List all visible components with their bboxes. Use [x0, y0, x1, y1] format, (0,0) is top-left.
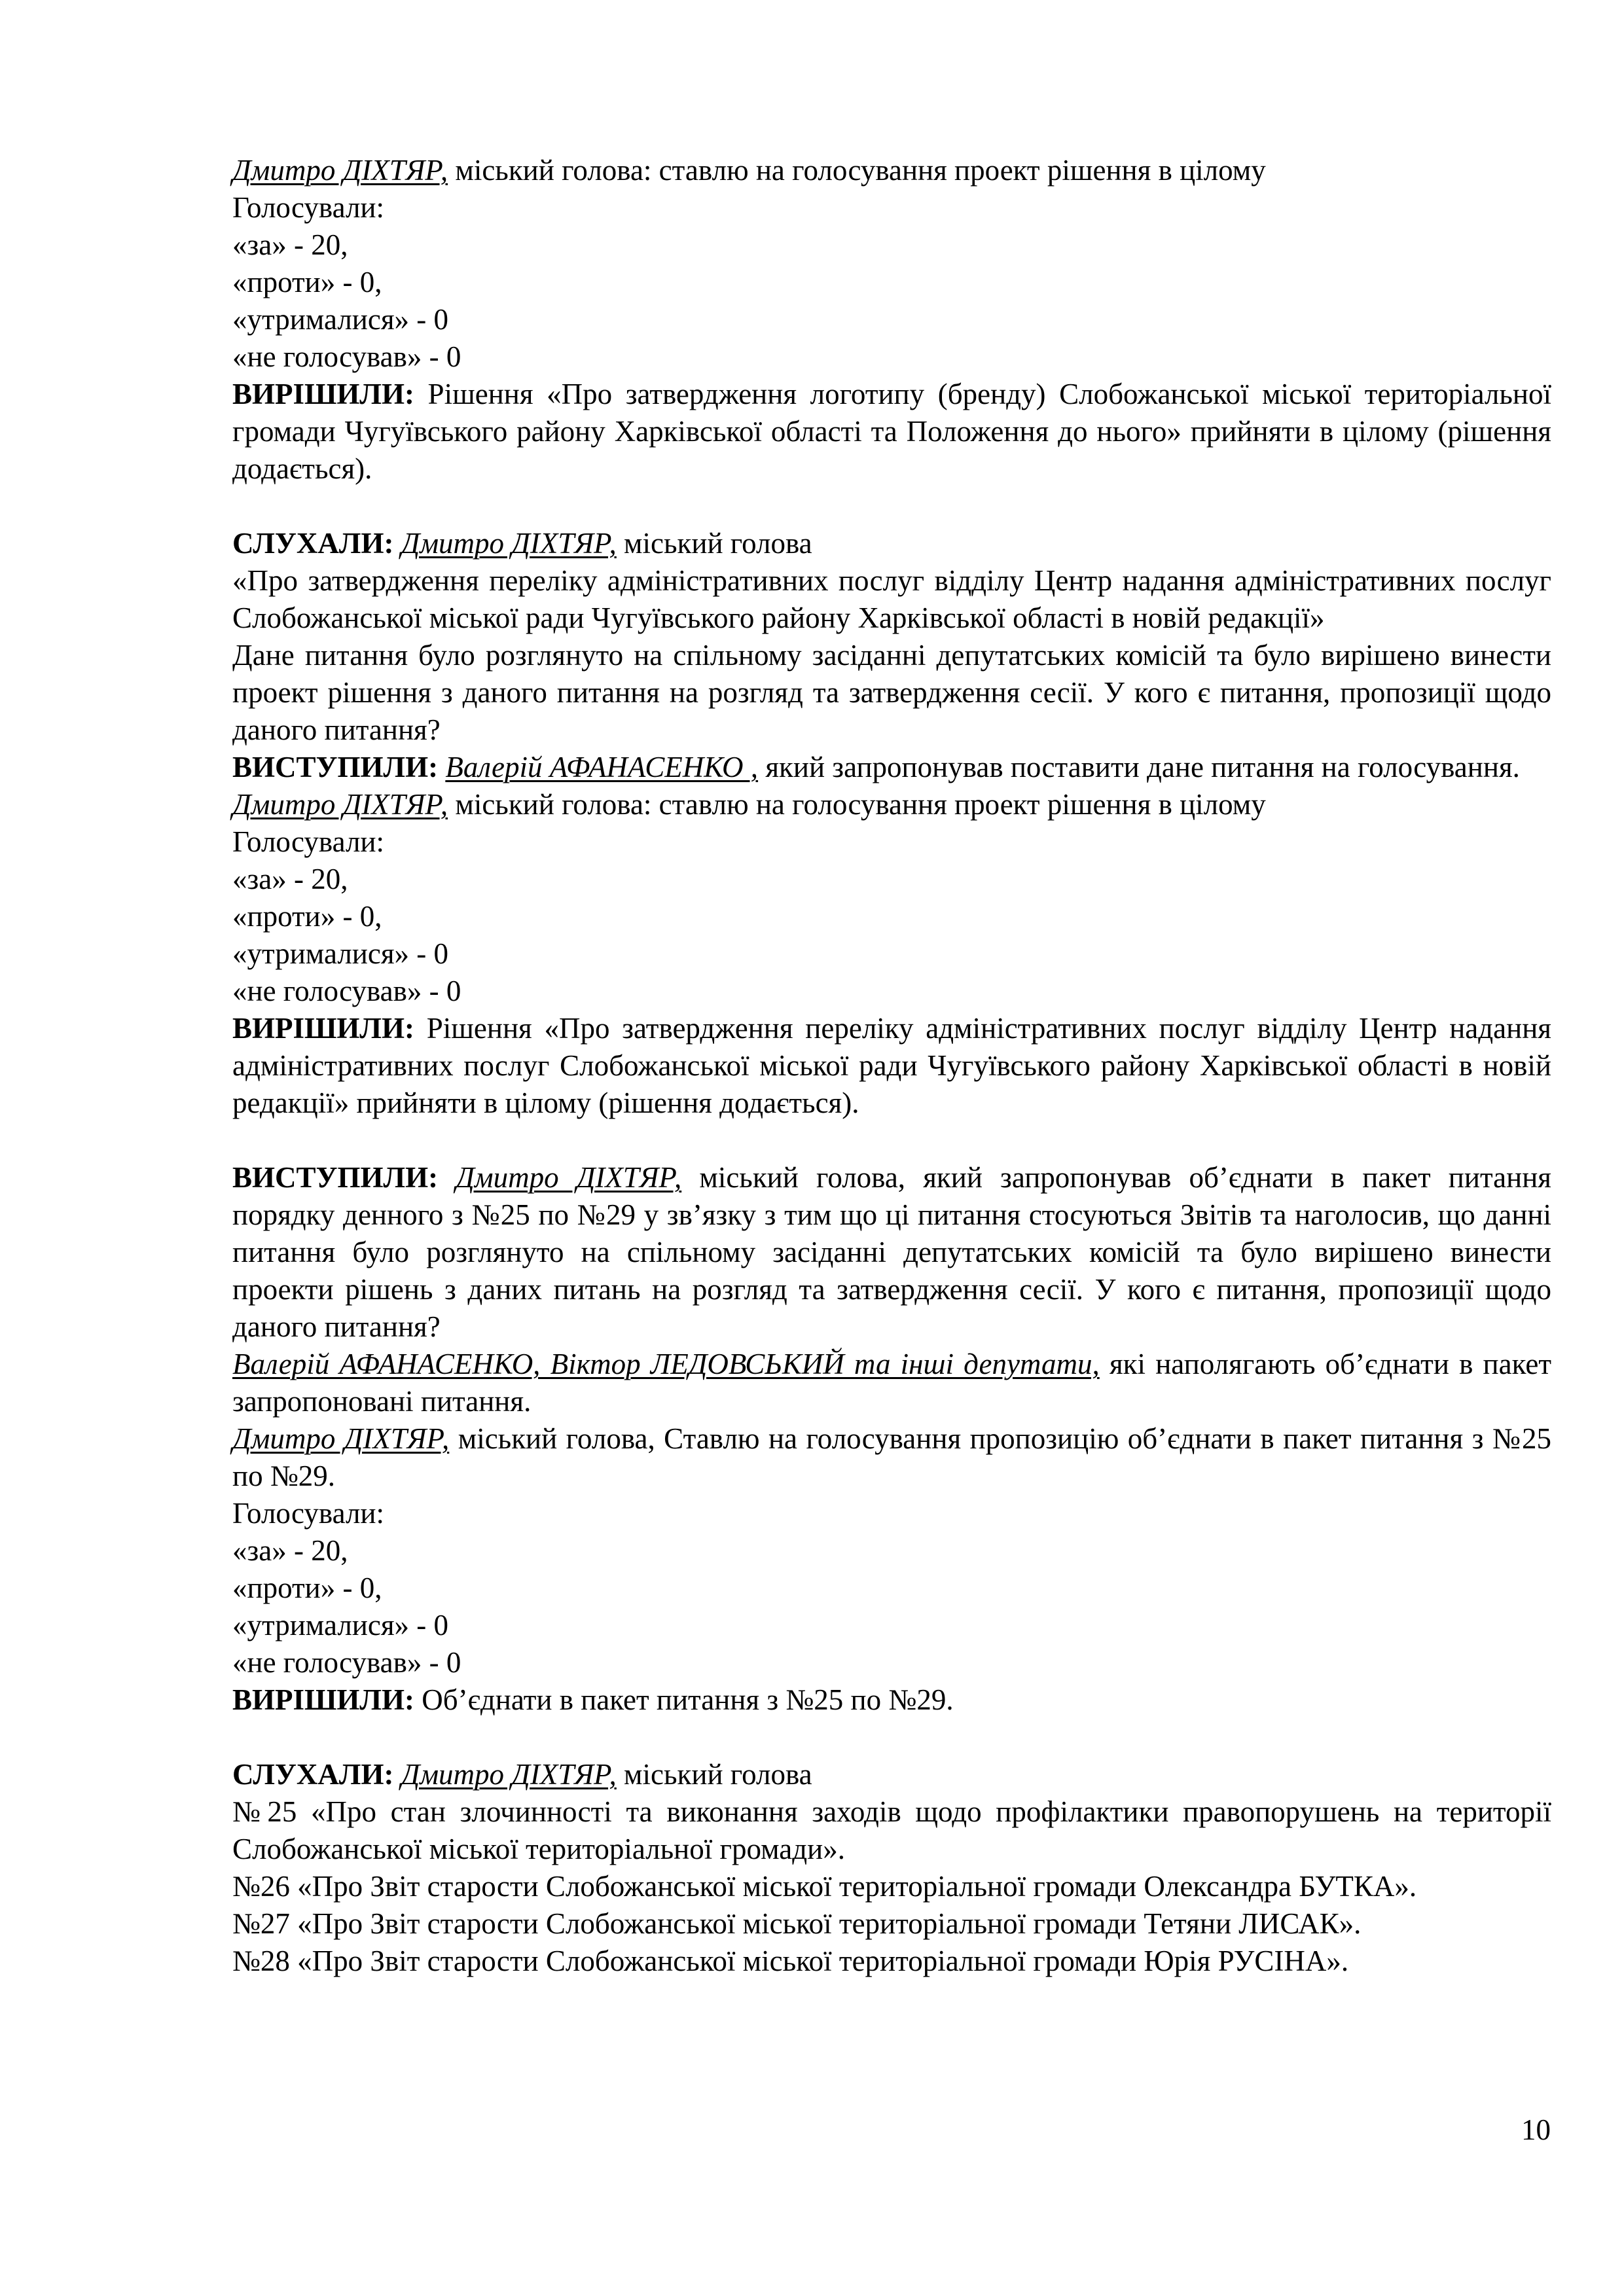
- votes-against: «проти» - 0,: [232, 1571, 382, 1604]
- decision: ВИРІШИЛИ: Об’єднати в пакет питання з №25 по №29.: [232, 1683, 954, 1716]
- chair-statement: Дмитро ДІХТЯР, міський голова: ставлю на голосування проект рішення в цілому: [232, 154, 1266, 187]
- votes-not-voted: «не голосував» - 0: [232, 340, 461, 373]
- agenda-item-27: №27 «Про Звіт старости Слобожанської міської територіальної громади Тетяни ЛИСАК».: [232, 1907, 1362, 1940]
- speaker-name: Дмитро ДІХТЯР,: [456, 1161, 682, 1194]
- chair-statement: Дмитро ДІХТЯР, міський голова: ставлю на голосування проект рішення в цілому: [232, 788, 1266, 821]
- heard: СЛУХАЛИ: Дмитро ДІХТЯР, міський голова: [232, 1758, 812, 1791]
- votes-header: Голосували:: [232, 825, 384, 858]
- spoke: ВИСТУПИЛИ: Дмитро ДІХТЯР, міський голова, який запропонував об’єднати в пакет питання порядку денного з №25 по №29 у зв’язку з тим що ці питання стосуються Звітів та наголосив, що данні питання було розглянуто на спільному засіданні депутатських комісій та було вирішено винести проекти рішень з даних питань на розгляд та затвердження сесії. У кого є питання, пропозиції щодо даного питання?: [232, 1161, 1551, 1343]
- info-text: Дане питання було розглянуто на спільному засіданні депутатських комісій та було вирішено винести проект рішення з даного питання на розгляд та затвердження сесії. У кого є питання, пропозиції щодо даного питання?: [232, 639, 1551, 746]
- agenda-item-28: №28 «Про Звіт старости Слобожанської міської територіальної громади Юрія РУСІНА».: [232, 1945, 1349, 1977]
- heard: СЛУХАЛИ: Дмитро ДІХТЯР, міський голова: [232, 527, 812, 560]
- spoke-label: ВИСТУПИЛИ:: [232, 1161, 439, 1194]
- speaker-name: Дмитро ДІХТЯР,: [232, 154, 448, 187]
- votes-header: Голосували:: [232, 1497, 384, 1530]
- agenda-item-25: №25 «Про стан злочинності та виконання заходів щодо профілактики правопорушень на території Слобожанської міської територіальної громади».: [232, 1795, 1551, 1865]
- speaker-name: Дмитро ДІХТЯР,: [401, 1758, 617, 1791]
- votes-for: «за» - 20,: [232, 1534, 348, 1567]
- votes-not-voted: «не голосував» - 0: [232, 975, 461, 1007]
- decision-label: ВИРІШИЛИ:: [232, 1683, 414, 1716]
- heard-label: СЛУХАЛИ:: [232, 1758, 394, 1791]
- votes-for: «за» - 20,: [232, 863, 348, 895]
- spoke: ВИСТУПИЛИ: Валерій АФАНАСЕНКО , який запропонував поставити дане питання на голосування.: [232, 751, 1520, 783]
- votes-against: «проти» - 0,: [232, 266, 382, 298]
- speakers-group: Валерій АФАНАСЕНКО, Віктор ЛЕДОВСЬКИЙ та інші депутати,: [232, 1348, 1100, 1380]
- decision-label: ВИРІШИЛИ:: [232, 378, 414, 410]
- speaker-name: Дмитро ДІХТЯР,: [232, 1422, 450, 1455]
- decision: ВИРІШИЛИ: Рішення «Про затвердження переліку адміністративних послуг відділу Центр надання адміністративних послуг Слобожанської міської ради Чугуївського району Харківської області в новій редакції» прийняти в цілому (рішення додається).: [232, 1012, 1551, 1119]
- votes-abstained: «утрималися» - 0: [232, 1609, 449, 1641]
- group-statement: Валерій АФАНАСЕНКО, Віктор ЛЕДОВСЬКИЙ та інші депутати, які наполягають об’єднати в пакет запропоновані питання.: [232, 1348, 1551, 1418]
- votes-abstained: «утрималися» - 0: [232, 937, 449, 970]
- speaker-name: Дмитро ДІХТЯР,: [401, 527, 617, 560]
- page-number: 10: [1521, 2113, 1551, 2146]
- votes-header: Голосували:: [232, 191, 384, 224]
- votes-against: «проти» - 0,: [232, 900, 382, 933]
- speaker-name: Дмитро ДІХТЯР,: [232, 788, 448, 821]
- votes-for: «за» - 20,: [232, 228, 348, 261]
- decision-label: ВИРІШИЛИ:: [232, 1012, 414, 1045]
- speaker-name: Валерій АФАНАСЕНКО ,: [445, 751, 759, 783]
- heard-label: СЛУХАЛИ:: [232, 527, 394, 560]
- votes-not-voted: «не голосував» - 0: [232, 1646, 461, 1679]
- chair-statement: Дмитро ДІХТЯР, міський голова, Ставлю на голосування пропозицію об’єднати в пакет питання з №25 по №29.: [232, 1422, 1551, 1492]
- document-page: [232, 152, 1551, 1980]
- decision: ВИРІШИЛИ: Рішення «Про затвердження логотипу (бренду) Слобожанської міської територіальної громади Чугуївського району Харківської області та Положення до нього» прийняти в цілому (рішення додається).: [232, 378, 1551, 485]
- agenda-topic: «Про затвердження переліку адміністративних послуг відділу Центр надання адміністративних послуг Слобожанської міської ради Чугуївського району Харківської області в новій редакції»: [232, 564, 1551, 634]
- votes-abstained: «утрималися» - 0: [232, 303, 449, 336]
- agenda-item-26: №26 «Про Звіт старости Слобожанської міської територіальної громади Олександра БУТКА».: [232, 1870, 1417, 1903]
- spoke-label: ВИСТУПИЛИ:: [232, 751, 439, 783]
